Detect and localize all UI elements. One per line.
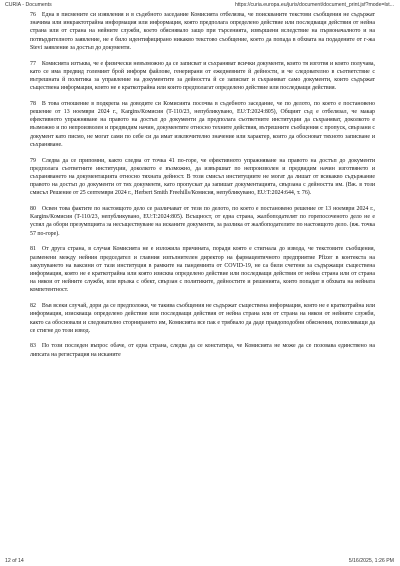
- paragraph-82: [30, 302, 375, 335]
- paragraph-number: 78: [30, 100, 36, 107]
- paragraph-text: По този последен въпрос обаче, от една страна, следва да се констатира, че Комисията не може да се позовава единствено на липсата на регистрация на исканите: [30, 343, 375, 358]
- paragraph-number: 79: [30, 157, 36, 164]
- header-title: CURIA - Documents: [5, 2, 52, 8]
- paragraph-text: Една в писмените си изявления и в съдебното заседание Комисията отбелязва, че поискваните текстови съобщения не съдържат значима или инкрактотрайна информация или информация, която предполага определено действие или последващи действия от нейна страна или от страна на нейните служби, което обяснявало защо при търсенията, извършени вследствие на първоначалното и на потвърдителното заявление, не е било идентифицирано никакво текстово съобщение, което да попада в обхвата на подадените от г-жа Stevi заявление за достъп до документи.: [30, 12, 375, 51]
- paragraph-76: [30, 11, 375, 52]
- paragraph-text: Следва да се припомни, както следва от точка 41 по-горе, че ефективното упражняване на правото на достъп до документи предполага съответните институции, доколкото е възможно, да извършват по непроизволен и предвидим начин изготвянето и съхраняването на документацията относно тяхната дейност. В този смисъл институциите не могат да лишат от всякакво съдържание правото на достъп до документи от тях документи, като пропускат да запишат документацията, свързана с дейността им. (Вж. в този смисъл Решение от 25 септември 2024 г., Herbert Smith Freehills/Комисия, непубликувано, EU:T:2024:644, т. 76).: [30, 157, 375, 197]
- paragraph-text: От друга страна, в случая Комисията не е изложила причината, поради която е стигнала до извода, че текстовите съобщения, разменени между нейния председател и главния изпълнителен директор на фармацевтичното предприятие Pfizer в контекста на закупуването на ваксини от тази институция в рамките на пандемията от COVID-19, не са били счетени за съдържащи съществена информация, която не е краткотрайна или която изисква определено действие или последващи действия от нейна страна или от страна на някои от нейните служби, или връзка с обект, свързан с политиките, дейностите и решенията, които попадат в обхвата на нейната компетентност.: [30, 246, 375, 294]
- paragraph-81: [30, 245, 375, 294]
- print-datetime: 5/16/2025, 1:26 PM: [348, 558, 394, 564]
- paragraph-number: 82: [30, 303, 36, 310]
- paragraph-text: Комисията изтъква, че е физически невъзможно да се записват и съхраняват всички документи, които тя изготвя и които получава, като се има предвид големият брой информ файлове, генерирани от ежедневните й дейности, и че следователно в съответствие с вътрешната й политика за управление на документите за дейността й се записват и съхраняват само документи, които съдържат съществена информация, които не е краткотрайна или които предполагат определено действие или последващи действия.: [30, 60, 375, 92]
- print-footer: [0, 556, 400, 566]
- paragraph-text: В това отношение в подкрепа на доводите си Комисията посочва в съдебното заседание, че по делото, по което е постановено решение от 13 ноември 2024 г., Kargins/Комисия (T-110/23, непубликувано, EU:T:2024:805), Общият съд е отбелязал, че макар ефективното упражняване на правото на достъп до документи да предполага съответните институции да съхраняват, доколкото е възможно и по непроизволен и предвидим начин, документите относно техните действия, вътрешните съобщения с пропуск, свързани с документ като писмо, не могат сами по себе си да имат изключително значение или характер, които да обосноват тяхното записване и съхраняване.: [30, 100, 375, 148]
- paragraph-text: Освен това фактите по настоящото дело се различават от тези по делото, по което е постановено решение от 13 ноември 2024 г., Kargins/Комисия (T-110/23, непубликувано, EU:T:2024:805). Всъщност, от една страна, жалбоподателят по горепосоченото дело не е успял да обори презумпцията за несъществуване на исканите документи, за разлика от жалбоподателите по настоящото дело. (вж. точка 57 по-горе).: [30, 206, 375, 237]
- paragraph-text: Във всеки случай, дори да се предположи, че такива съобщения не съдържат съществена информация, която не е краткотрайна или информация, изискваща определено действие или последващи действия от нейна страна или от страна на някои от нейните служби, както са обосновали и следователно сторнирането им, Комисията все пак е трябвало да даде правдоподобни обяснения, позволяващи да се стигне до този извод.: [30, 303, 375, 334]
- paragraph-77: [30, 60, 375, 93]
- paragraph-number: 83: [30, 343, 36, 350]
- header-url: https://curia.europa.eu/juris/document/document_print.jsf?mode=lst...: [234, 2, 394, 8]
- paragraph-80: [30, 205, 375, 238]
- paragraph-78: [30, 100, 375, 149]
- paragraph-83: [30, 342, 375, 358]
- paragraph-number: 77: [30, 60, 36, 67]
- document-body: [30, 11, 375, 359]
- page-counter: 12 of 14: [5, 558, 24, 564]
- paragraph-number: 76: [30, 12, 36, 18]
- paragraph-number: 81: [30, 246, 36, 253]
- paragraph-79: [30, 157, 375, 198]
- paragraph-number: 80: [30, 206, 36, 213]
